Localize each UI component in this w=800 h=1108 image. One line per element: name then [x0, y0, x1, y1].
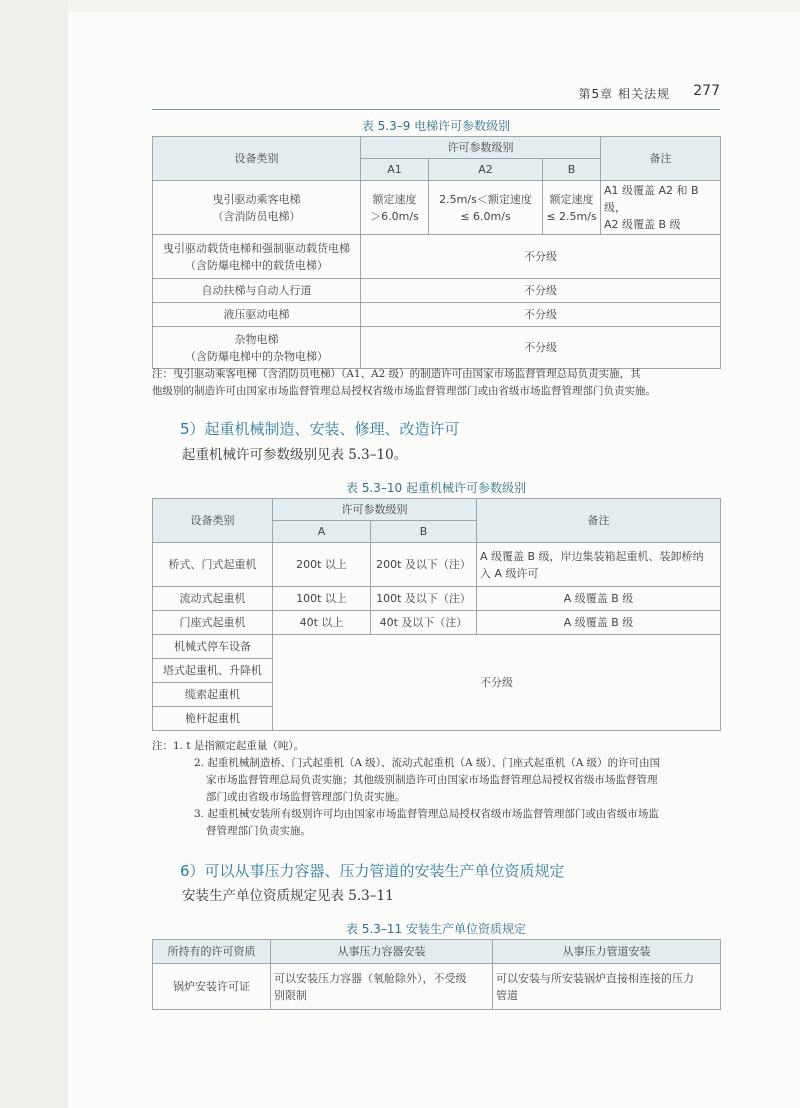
header-vessel: 从事压力容器安装	[271, 940, 493, 964]
cell-pipe-sub: 管道	[496, 988, 518, 1002]
table-row	[153, 635, 721, 659]
cell-vessel: 可以安装压力容器（氧舱除外），不受级	[274, 971, 467, 985]
table-5-3-9-note	[152, 366, 724, 400]
note-line: 部门或由省级市场监督管理部门负责实施。	[206, 791, 406, 803]
cell-vessel-sub: 别限制	[274, 988, 307, 1002]
header-category: 设备类别	[153, 137, 361, 181]
cell-category: 自动扶梯与自动人行道	[153, 279, 361, 303]
cell-category: 机械式停车设备	[153, 635, 273, 659]
header-params: 许可参数级别	[361, 137, 601, 159]
cell-b: 100t 及以下（注）	[371, 587, 477, 611]
cell-a: 200t 以上	[273, 543, 371, 587]
cell-category: 门座式起重机	[153, 611, 273, 635]
cell-remark: A 级覆盖 B 级	[477, 611, 721, 635]
header-rule	[152, 109, 720, 110]
table-row	[153, 303, 721, 327]
note-line: 督管理部门负责实施。	[206, 825, 311, 837]
header-b: B	[543, 159, 601, 181]
table-row	[153, 611, 721, 635]
cell-a: 100t 以上	[273, 587, 371, 611]
header-remark: 备注	[601, 137, 721, 181]
cell-remark-sub: 入 A 级许可	[480, 566, 539, 580]
cell-category-sub: （含消防员电梯）	[212, 209, 301, 223]
cell-category: 桅杆起重机	[153, 707, 273, 731]
cell-category: 曳引驱动载货电梯和强制驱动载货电梯	[163, 241, 350, 255]
cell-category-sub: （含防爆电梯中的杂物电梯）	[185, 349, 328, 363]
cell-b: 40t 及以下（注）	[371, 611, 477, 635]
table-row	[153, 181, 721, 235]
table-5-3-10-notes	[152, 738, 724, 840]
cell-category: 杂物电梯	[234, 332, 279, 346]
header-pipe: 从事压力管道安装	[493, 940, 721, 964]
table-5-3-9	[152, 136, 721, 369]
note-line: 注：1. t 是指额定起重量（吨）。	[152, 740, 305, 752]
running-header	[152, 82, 720, 106]
cell-pipe: 可以安装与所安装锅炉直接相连接的压力	[496, 971, 694, 985]
header-params: 许可参数级别	[273, 499, 477, 521]
section-5-text: 起重机械许可参数级别见表 5.3–10。	[182, 447, 408, 463]
table-5-3-11	[152, 939, 721, 1010]
table-row	[153, 327, 721, 369]
cell-a2-sub: ≤ 6.0m/s	[460, 209, 511, 223]
cell-a: 40t 以上	[273, 611, 371, 635]
cell-category: 曳引驱动乘客电梯	[212, 192, 301, 206]
table-row	[153, 543, 721, 587]
cell-value: 不分级	[361, 235, 721, 279]
header-a: A	[273, 521, 371, 543]
header-a1: A1	[361, 159, 429, 181]
section-5-title: 5）起重机械制造、安装、修理、改造许可	[180, 420, 460, 438]
header-license: 所持有的许可资质	[153, 940, 271, 964]
header-remark: 备注	[477, 499, 721, 543]
cell-category: 塔式起重机、升降机	[153, 659, 273, 683]
cell-category: 缆索起重机	[153, 683, 273, 707]
table-row	[153, 587, 721, 611]
cell-remark: A1 级覆盖 A2 和 B 级，	[604, 184, 699, 214]
table-5-3-9-caption: 表 5.3–9 电梯许可参数级别	[361, 119, 511, 133]
table-5-3-11-caption: 表 5.3–11 安装生产单位资质规定	[346, 922, 526, 936]
header-b: B	[371, 521, 477, 543]
table-row	[153, 279, 721, 303]
cell-a1-sub: ＞6.0m/s	[370, 209, 419, 223]
section-6-title: 6）可以从事压力容器、压力管道的安装生产单位资质规定	[180, 862, 565, 880]
cell-value: 不分级	[361, 327, 721, 369]
cell-b-sub: ≤ 2.5m/s	[546, 209, 597, 223]
cell-remark: A 级覆盖 B 级	[477, 587, 721, 611]
cell-category-sub: （含防爆电梯中的载货电梯）	[185, 258, 328, 272]
cell-value: 不分级	[361, 303, 721, 327]
note-line: 家市场监督管理总局负责实施；其他级别制造许可由国家市场监督管理总局授权省级市场监督管理	[206, 774, 658, 786]
section-6-text: 安装生产单位资质规定见表 5.3–11	[182, 888, 394, 904]
cell-license: 锅炉安装许可证	[153, 964, 271, 1010]
cell-category: 液压驱动电梯	[153, 303, 361, 327]
table-5-3-10	[152, 498, 721, 731]
note-line: 2. 起重机械制造桥、门式起重机（A 级）、流动式起重机（A 级）、门座式起重机（A 级）的许可由国	[194, 757, 661, 769]
cell-b: 200t 及以下（注）	[371, 543, 477, 587]
table-5-3-10-caption: 表 5.3–10 起重机械许可参数级别	[346, 481, 526, 495]
book-spine-shadow	[0, 0, 68, 1108]
cell-remark: A 级覆盖 B 级，岸边集装箱起重机、装卸桥纳	[480, 549, 704, 563]
table-row	[153, 964, 721, 1010]
header-category: 设备类别	[153, 499, 273, 543]
cell-category: 桥式、门式起重机	[153, 543, 273, 587]
page-number: 277	[693, 83, 720, 99]
note-line: 注：曳引驱动乘客电梯（含消防员电梯）（A1、A2 级）的制造许可由国家市场监督管理总局负责实施，其	[152, 368, 641, 380]
table-row	[153, 235, 721, 279]
chapter-title: 第5章 相关法规	[578, 87, 670, 101]
cell-category: 流动式起重机	[153, 587, 273, 611]
cell-value: 不分级	[273, 635, 721, 731]
cell-a2: 2.5m/s＜额定速度	[439, 192, 532, 206]
cell-b: 额定速度	[549, 192, 594, 206]
cell-remark-sub: A2 级覆盖 B 级	[604, 218, 681, 231]
header-a2: A2	[429, 159, 543, 181]
note-line: 他级别的制造许可由国家市场监督管理总局授权省级市场监督管理部门或由省级市场监督管理部门负责实施。	[152, 385, 656, 397]
cell-value: 不分级	[361, 279, 721, 303]
note-line: 3. 起重机械安装所有级别许可均由国家市场监督管理总局授权省级市场监督管理部门或由省级市场监	[194, 808, 659, 820]
cell-a1: 额定速度	[372, 192, 417, 206]
